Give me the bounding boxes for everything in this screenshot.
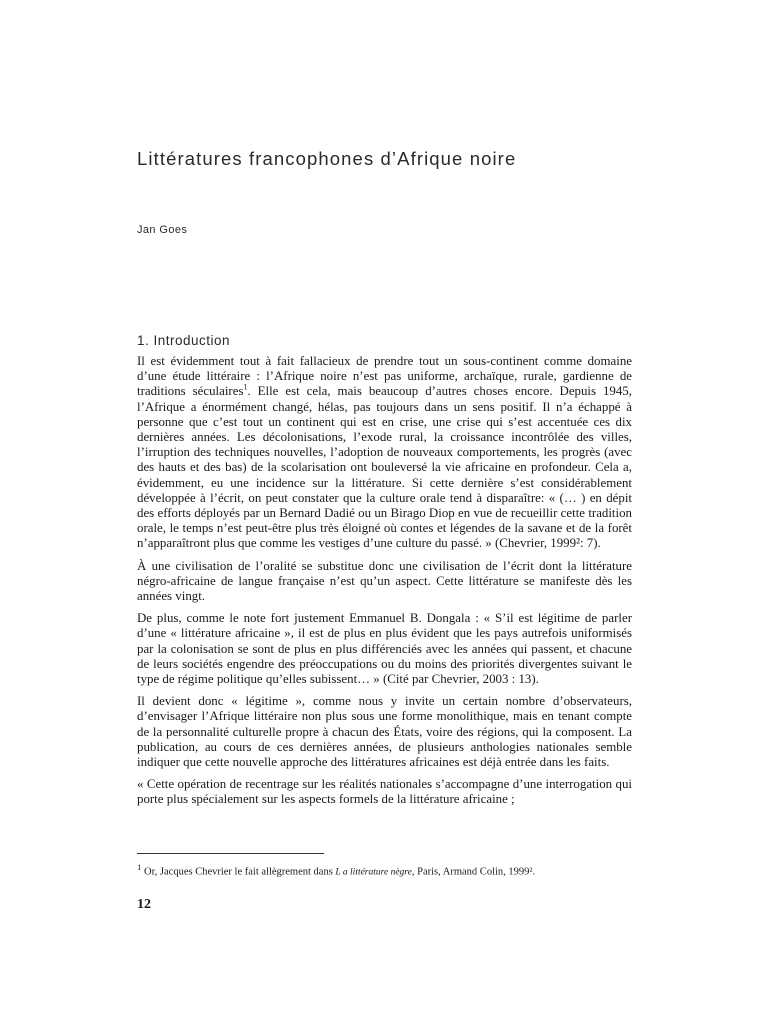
paragraph-2: À une civilisation de l’oralité se substitue donc une civilisation de l’écrit dont la littérature négro-africaine de langue française n’est qu’un aspect. Cette littérature se manifeste dès les années vingt. — [137, 558, 632, 604]
article-author: Jan Goes — [137, 224, 188, 236]
footnote-divider — [137, 853, 324, 854]
body-text — [137, 354, 632, 815]
article-title: Littératures francophones d’Afrique noire — [137, 148, 517, 169]
paragraph-3: De plus, comme le note fort justement Emmanuel B. Dongala : « S’il est légitime de parler d’une « littérature africaine », il est de plus en plus évident que les pays autrefois uniformisés par la colonisation se sont de plus en plus différenciés avec les années qui passent, et chacune de leurs sociétés engendre des préoccupations ou du moins des priorités divergentes suivant le type de régime politique qu’elles subissent… » (Cité par Chevrier, 2003 : 13). — [137, 611, 632, 687]
paragraph-4: Il devient donc « légitime », comme nous y invite un certain nombre d’observateurs, d’envisager l’Afrique littéraire non plus sous une forme monolithique, mais en tenant compte de la personnalité culturelle propre à chacun des États, voire des régions, qui la composent. La publication, au cours de ces dernières années, de plusieurs anthologies nationales semble indiquer que cette nouvelle approche des littératures africaines est déjà entrée dans les faits. — [137, 694, 632, 770]
paragraph-1-part-a: Il est évidemment tout à fait fallacieux de prendre tout un sous-continent comme domaine d’une étude littéraire : l’Afrique noire n’est pas uniforme, archaïque, rurale, gardienne de traditions séculaires — [137, 354, 632, 399]
footnote — [137, 861, 637, 880]
footnote-book-title: L a littérature nègre — [335, 867, 412, 878]
footnote-number: 1 — [137, 862, 142, 872]
paragraph-5: « Cette opération de recentrage sur les réalités nationales s’accompagne d’une interrogation qui porte plus spécialement sur les aspects formels de la littérature africaine ; — [137, 777, 632, 807]
footnote-text-after: , Paris, Armand Colin, 1999². — [411, 866, 536, 878]
paragraph-1-part-b: . Elle est cela, mais beaucoup d’autres choses encore. Depuis 1945, l’Afrique a énormément changé, hélas, pas toujours dans un sens positif. Il n’a échappé à personne que c’est tout un continent qui est en crise, une crise qui s’est accentuée ces dix dernières années. Les décolonisations, l’exode rural, la croissance incontrôlée des villes, l’irruption des techniques nouvelles, l’adoption de nouveaux comportements, les progrès (avec des hauts et des bas) de la scolarisation ont bouleversé la vie africaine en profondeur. Cela a, évidemment, eu une incidence sur la littérature. Si cette dernière s’est considérablement développée à l’écrit, on peut constater que la culture orale tend à disparaître: « (… ) en dépit des efforts déployés par un Bernard Dadié ou un Birago Diop en vue de recueillir cette tradition orale, le temps n’est peut-être plus très éloigné où contes et légendes de la savane et de la forêt n’apparaîtront plus que comme les vestiges d’une culture du passé. » (Chevrier, 1999²: 7). — [137, 384, 632, 551]
page-number: 12 — [137, 897, 151, 912]
section-heading: 1. Introduction — [137, 333, 231, 348]
footnote-reference: 1 — [243, 383, 248, 393]
paragraph-1 — [137, 354, 632, 552]
footnote-text-before: Or, Jacques Chevrier le fait allègrement dans — [141, 866, 336, 878]
